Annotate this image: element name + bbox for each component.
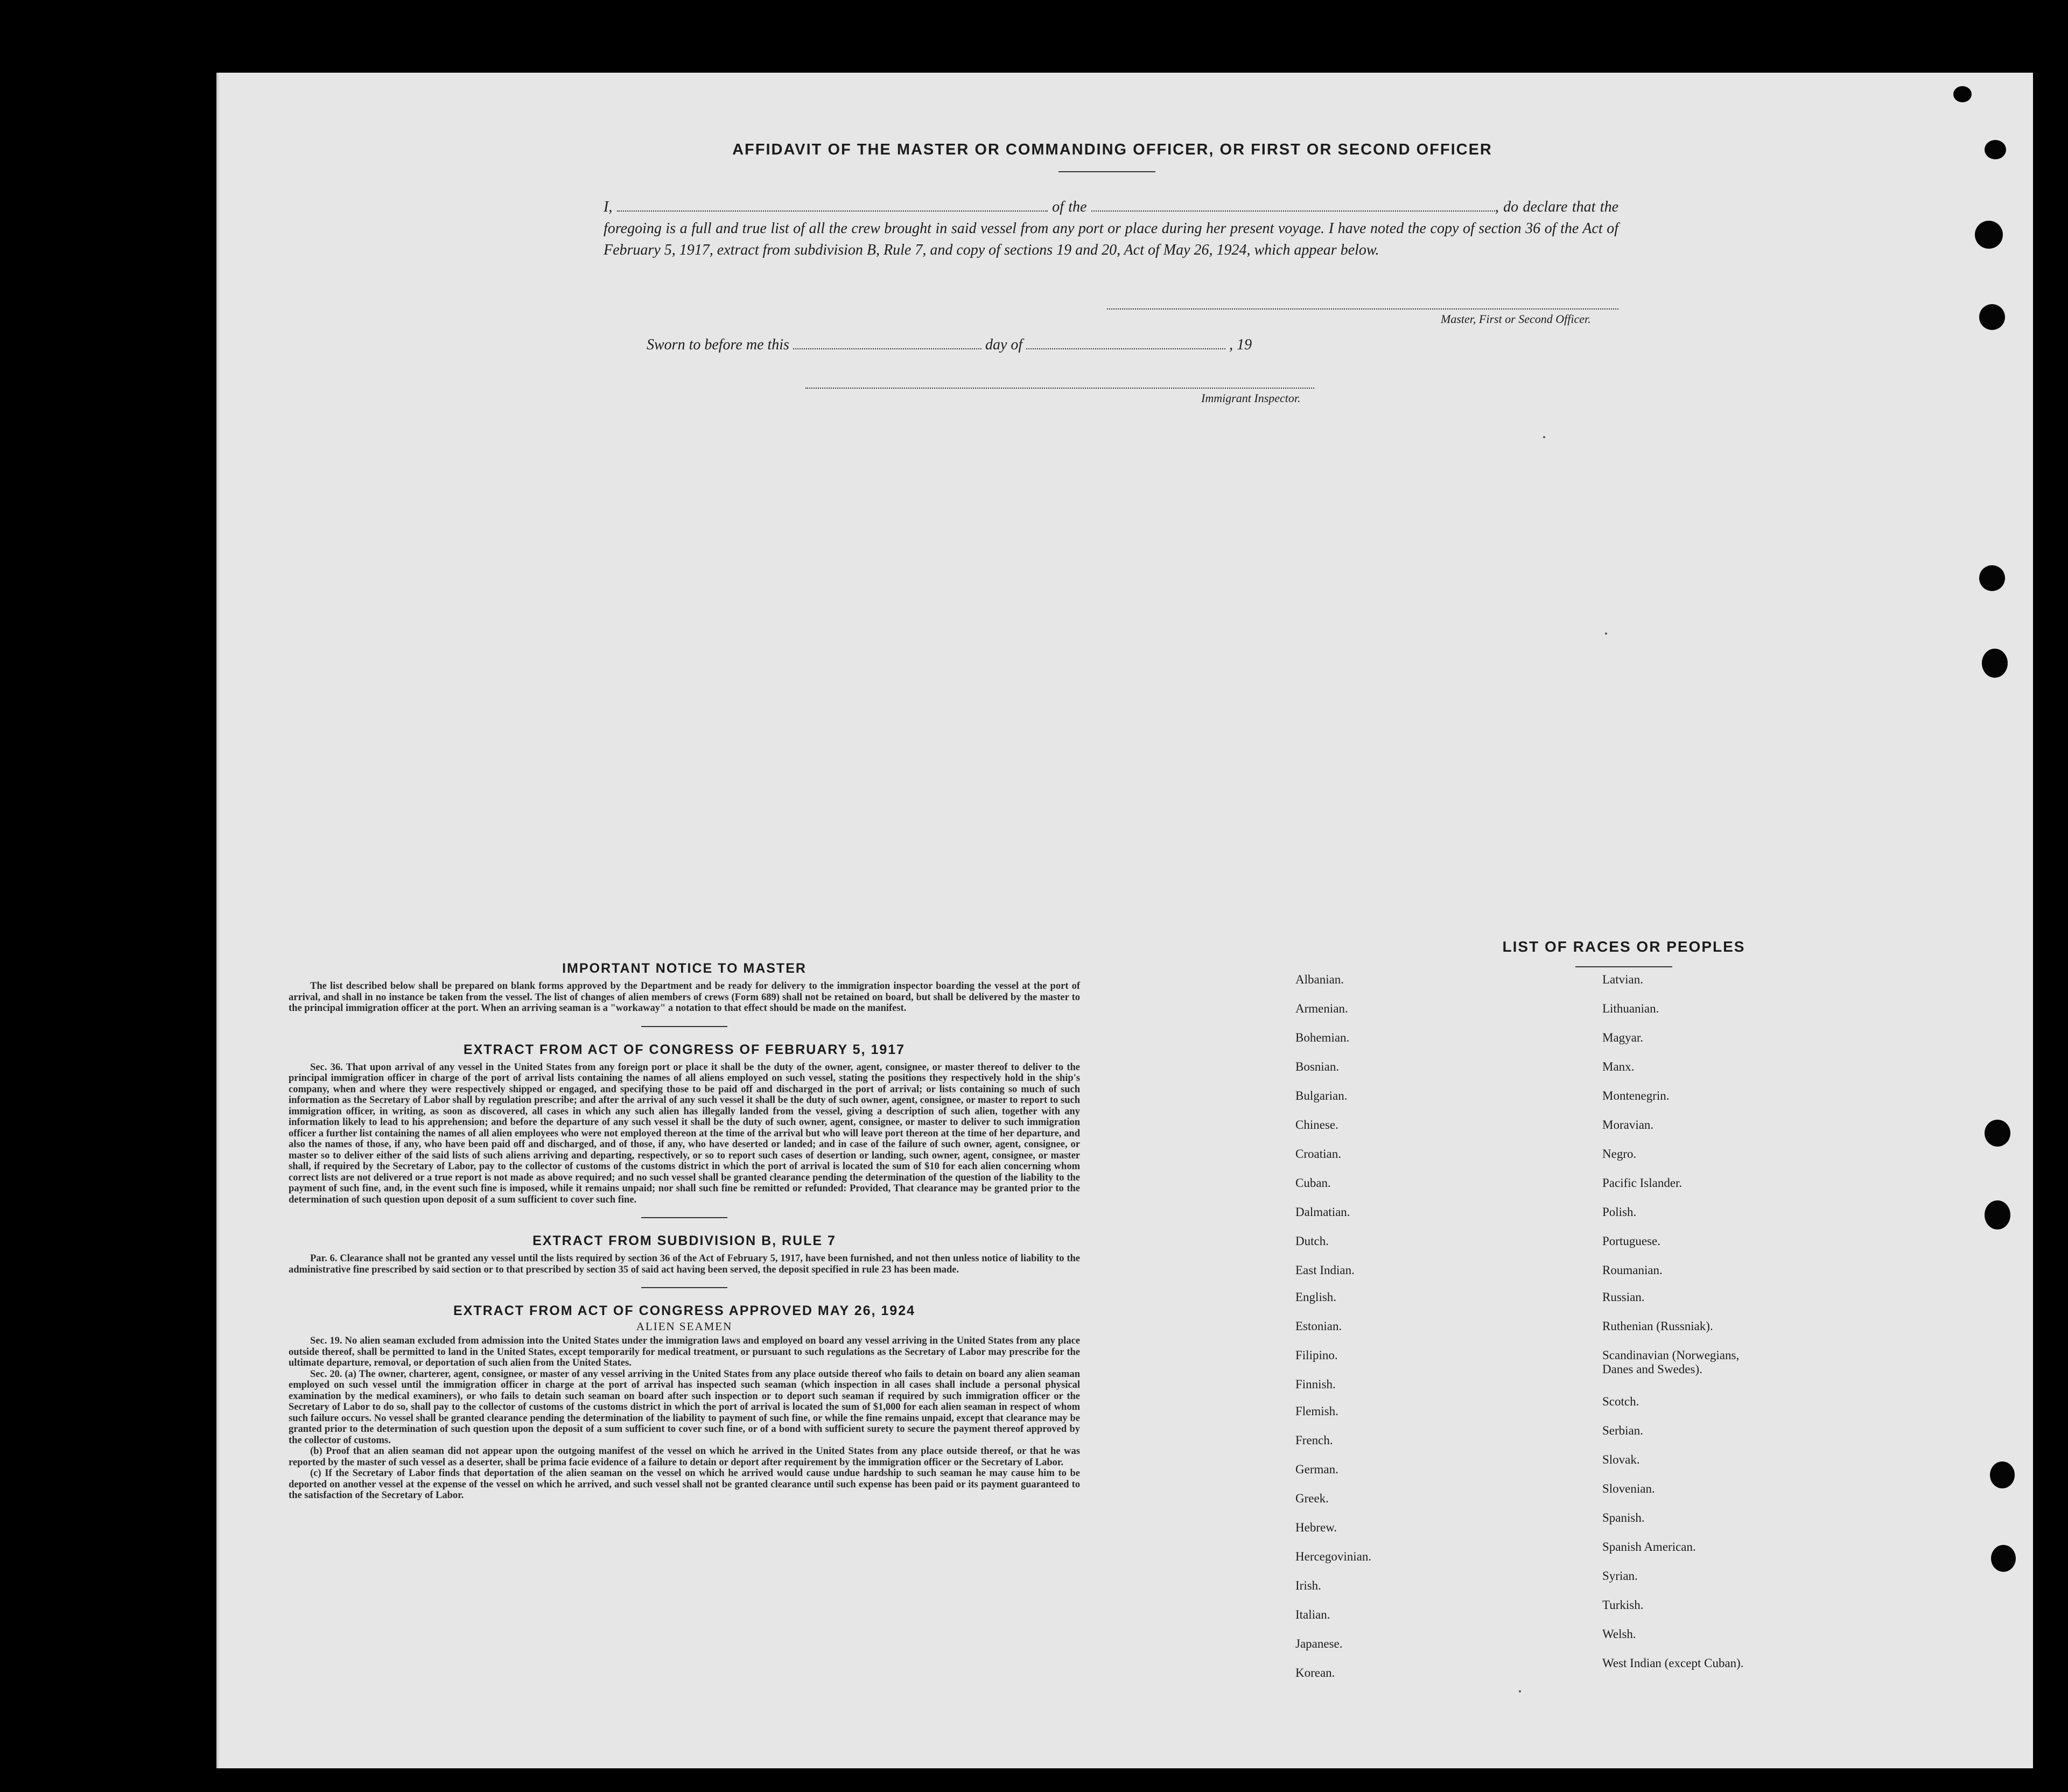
race-left-item: Italian. <box>1295 1608 1330 1621</box>
extract-1917-heading: EXTRACT FROM ACT OF CONGRESS OF FEBRUARY 5, 1917 <box>463 1042 906 1057</box>
affidavit-heading: AFFIDAVIT OF THE MASTER OR COMMANDING OFFICER, OR FIRST OR SECOND OFFICER <box>732 141 1492 158</box>
section-divider <box>641 1217 727 1218</box>
speck <box>1543 436 1545 438</box>
race-right-item: Montenegrin. <box>1602 1089 1670 1102</box>
sec20c-text: (c) If the Secretary of Labor finds that deportation of the alien seaman on the vessel on which he arrived would cause undue hardship to such seaman he may cause him to be deported on another vessel at the expense of the vessel on which he arrived, and such vessel shall not be granted clearance until such expense has been paid or its payment guaranteed to the satisfaction of the Secretary of Labor. <box>289 1468 1080 1501</box>
race-right-item: Ruthenian (Russniak). <box>1602 1319 1713 1333</box>
race-right-item: Portuguese. <box>1602 1234 1660 1248</box>
i-label: I, <box>604 199 613 215</box>
race-left-item: Dutch. <box>1295 1234 1329 1248</box>
race-left-item: Bohemian. <box>1295 1031 1350 1044</box>
speck <box>1605 633 1607 635</box>
sworn-day-blank <box>793 338 982 349</box>
name-blank <box>617 200 1048 212</box>
race-right-item: Slovenian. <box>1602 1482 1655 1495</box>
sec20b-text: (b) Proof that an alien seaman did not appear upon the outgoing manifest of the vessel on which he arrived in the United States from any place outside thereof, or that he was reported by the master of such vessel as a deserter, shall be prima facie evidence of a failure to detain or deport after requirement by the immigration officer or the Secretary of Labor. <box>289 1446 1080 1468</box>
race-left-item: Hercegovinian. <box>1295 1550 1372 1563</box>
punch-hole <box>1975 221 2003 249</box>
do-declare-label: , do declare <box>1495 199 1568 215</box>
sec20a-text: Sec. 20. (a) The owner, charterer, agent, consignee, or master of any vessel arriving in the United States from any place outside thereof who fails to detain on board any alien seaman employed on such vessel until the immigration officer in charge at the port of arrival has inspected such seaman (which inspection in all cases shall include a personal physical examination by the medical examiners), or who fails to detain such seaman on board after such inspection or to deport such seaman if required by such immigration officer or the Secretary of Labor to do so, shall pay to the collector of customs of the customs district in which the port of arrival is located the sum of $1,000 for each alien seaman in respect of whom such failure occurs. No vessel shall be granted clearance pending the determination of the liability to payment of such fine, or while the fine remains unpaid, except that clearance may be granted prior to the determination of such question upon the deposit of a sum sufficient to cover such fine, or of a bond with sufficient surety to secure the payment thereof approved by the collector of customs. <box>289 1368 1080 1446</box>
sec19-text: Sec. 19. No alien seaman excluded from admission into the United States under the immigration laws and employed on board any vessel arriving in the United States from any place outside thereof, shall be permitted to land in the United States, except temporarily for medical treatment, or pursuant to such regulations as the Secretary of Labor may prescribe for the ultimate departure, removal, or deportation of such alien from the United States. <box>289 1336 1080 1368</box>
race-left-item: Hebrew. <box>1295 1521 1337 1534</box>
race-left-item: Irish. <box>1295 1579 1321 1592</box>
heading-rule <box>1058 171 1155 172</box>
inspector-signature-line <box>805 388 1314 389</box>
speck <box>1519 1690 1521 1692</box>
document-page <box>216 73 2033 1768</box>
vessel-blank <box>1091 200 1495 212</box>
race-left-item: East Indian. <box>1295 1263 1355 1277</box>
punch-hole <box>1985 140 2006 159</box>
day-of-label: day of <box>985 336 1023 353</box>
extract-1917-text: Sec. 36. That upon arrival of any vessel in the United States from any foreign port or place it shall be the duty of the owner, agent, consignee, or master thereof to deliver to the principal immigration officer in charge of the port of arrival lists containing the names of all aliens employed on such vessel, stating the positions they respectively hold in the ship's company, when and where they were respectively shipped or engaged, and specifying those to be paid off and discharged in the port of arrival; or lists containing so much of such information as the Secretary of Labor shall by regulation prescribe; and after the arrival of any such vessel it shall be the duty of such owner, agent, consignee, or master to report to such immigration officer, in writing, as soon as discovered, all cases in which any such alien has illegally landed from the vessel, giving a description of such alien, together with any information likely to lead to his apprehension; and before the departure of any such vessel it shall be the duty of such owner, agent, consignee, or master to deliver to such immigration officer a further list containing the names of all alien employees who were not employed thereon at the time of the arrival but who will leave port thereon at the time of her departure, and also the names of those, if any, who have been paid off and discharged, and of those, if any, who have deserted or landed; and in case of the failure of such owner, agent, consignee, or master so to deliver either of the said lists of such aliens arriving and departing, respectively, or so to report such cases of desertion or landing, such owner, agent, consignee, or master shall, if required by the Secretary of Labor, pay to the collector of customs of the customs district in which the port of arrival is located the sum of $10 for each alien concerning whom correct lists are not delivered or a true report is not made as above required; and no such vessel shall be granted clearance pending the determination of the question of the liability to the payment of such fine, and, in the event such fine is imposed, while it remains unpaid; nor shall such fine be remitted or refunded: Provided, That clearance may be granted prior to the determination of such question upon deposit of a sum sufficient to cover such fine. <box>289 1062 1080 1205</box>
race-right-item: Spanish American. <box>1602 1540 1696 1554</box>
master-signature-caption: Master, First or Second Officer. <box>1441 312 1591 326</box>
race-left-item: Finnish. <box>1295 1378 1336 1391</box>
race-right-item: Spanish. <box>1602 1511 1645 1524</box>
race-right-item: Slovak. <box>1602 1453 1640 1466</box>
sworn-prefix: Sworn to before me this <box>647 336 789 353</box>
race-left-item: Bosnian. <box>1295 1060 1340 1073</box>
race-right-item: Manx. <box>1602 1060 1635 1073</box>
race-left-item: French. <box>1295 1433 1333 1447</box>
race-right-item: Pacific Islander. <box>1602 1176 1683 1190</box>
sworn-month-blank <box>1026 338 1225 349</box>
punch-hole <box>1979 304 2005 330</box>
race-left-item: Armenian. <box>1295 1002 1348 1015</box>
section-divider <box>641 1026 727 1027</box>
extract-1924-heading: EXTRACT FROM ACT OF CONGRESS APPROVED MAY 26, 1924 <box>453 1303 916 1318</box>
race-right-item: West Indian (except Cuban). <box>1602 1656 1744 1670</box>
race-right-item: Russian. <box>1602 1290 1645 1304</box>
sworn-line <box>647 336 1252 354</box>
race-right-item: Scandinavian (Norwegians, Danes and Swedes). <box>1602 1348 1740 1376</box>
race-left-item: English. <box>1295 1290 1337 1304</box>
races-heading-rule <box>1575 966 1672 967</box>
race-right-item: Moravian. <box>1602 1118 1654 1132</box>
punch-hole <box>1991 1545 2016 1572</box>
punch-hole <box>1985 1120 2010 1147</box>
punch-hole <box>1982 649 2008 678</box>
legal-notices <box>289 961 1080 1501</box>
race-left-item: Bulgarian. <box>1295 1089 1348 1102</box>
extract-rule7-text: Par. 6. Clearance shall not be granted any vessel until the lists required by section 36 of the Act of February 5, 1917, have been furnished, and not then unless notice of liability to the administrative fine prescribed by said section or to that prescribed by section 35 of said act having been served, the deposit specified in rule 23 has been made. <box>289 1253 1080 1275</box>
affidavit-declaration <box>604 196 1618 261</box>
race-right-item: Turkish. <box>1602 1598 1644 1612</box>
race-left-item: Chinese. <box>1295 1118 1338 1132</box>
race-left-item: Filipino. <box>1295 1348 1338 1362</box>
race-right-item: Scotch. <box>1602 1395 1639 1408</box>
race-right-item: Welsh. <box>1602 1627 1636 1641</box>
race-right-item: Roumanian. <box>1602 1263 1663 1277</box>
race-left-item: Cuban. <box>1295 1176 1331 1190</box>
inspector-caption: Immigrant Inspector. <box>1201 391 1301 405</box>
punch-hole <box>1953 86 1972 102</box>
punch-hole <box>1979 565 2005 591</box>
race-left-item: Flemish. <box>1295 1404 1338 1418</box>
race-right-item: Syrian. <box>1602 1569 1638 1583</box>
races-heading: LIST OF RACES OR PEOPLES <box>1502 938 1745 955</box>
race-right-item: Magyar. <box>1602 1031 1644 1044</box>
race-right-item: Polish. <box>1602 1205 1637 1219</box>
race-left-item: Croatian. <box>1295 1147 1341 1161</box>
extract-1924-subheading: ALIEN SEAMEN <box>636 1320 733 1333</box>
race-left-item: Dalmatian. <box>1295 1205 1350 1219</box>
punch-hole <box>1990 1461 2015 1488</box>
race-left-item: Korean. <box>1295 1666 1335 1679</box>
race-left-item: Greek. <box>1295 1492 1329 1505</box>
race-right-item: Negro. <box>1602 1147 1637 1161</box>
year-prefix: , 19 <box>1229 336 1252 353</box>
race-right-item: Serbian. <box>1602 1424 1644 1437</box>
section-divider <box>641 1287 727 1288</box>
race-left-item: Japanese. <box>1295 1637 1343 1650</box>
affidavit-body: that the foregoing is a full and true list of all the crew brought in said vessel from any port or place during her present voyage. I have noted the copy of section 36 of the Act of February 5, 1917, extract from subdivision B, Rule 7, and copy of sections 19 and 20, Act of May 26, 1924, which appear below. <box>604 199 1618 258</box>
notice-heading: IMPORTANT NOTICE TO MASTER <box>562 961 807 976</box>
race-left-item: Estonian. <box>1295 1319 1342 1333</box>
race-left-item: German. <box>1295 1463 1338 1476</box>
notice-text: The list described below shall be prepared on blank forms approved by the Department and be ready for delivery to the immigration inspector boarding the vessel at the port of arrival, and shall in no instance be taken from the vessel. The list of changes of alien members of crews (Form 689) shall not be retained on board, but shall be delivered by the master to the principal immigration officer at the port. When an arriving seaman is a "workaway" a notation to that effect should be made on the manifest. <box>289 981 1080 1014</box>
master-signature-line <box>1107 308 1618 310</box>
race-left-item: Albanian. <box>1295 973 1344 986</box>
race-right-item: Lithuanian. <box>1602 1002 1659 1015</box>
extract-rule7-heading: EXTRACT FROM SUBDIVISION B, RULE 7 <box>532 1233 836 1248</box>
of-the-label: of the <box>1052 199 1087 215</box>
punch-hole <box>1985 1200 2010 1229</box>
race-right-item: Latvian. <box>1602 973 1643 986</box>
